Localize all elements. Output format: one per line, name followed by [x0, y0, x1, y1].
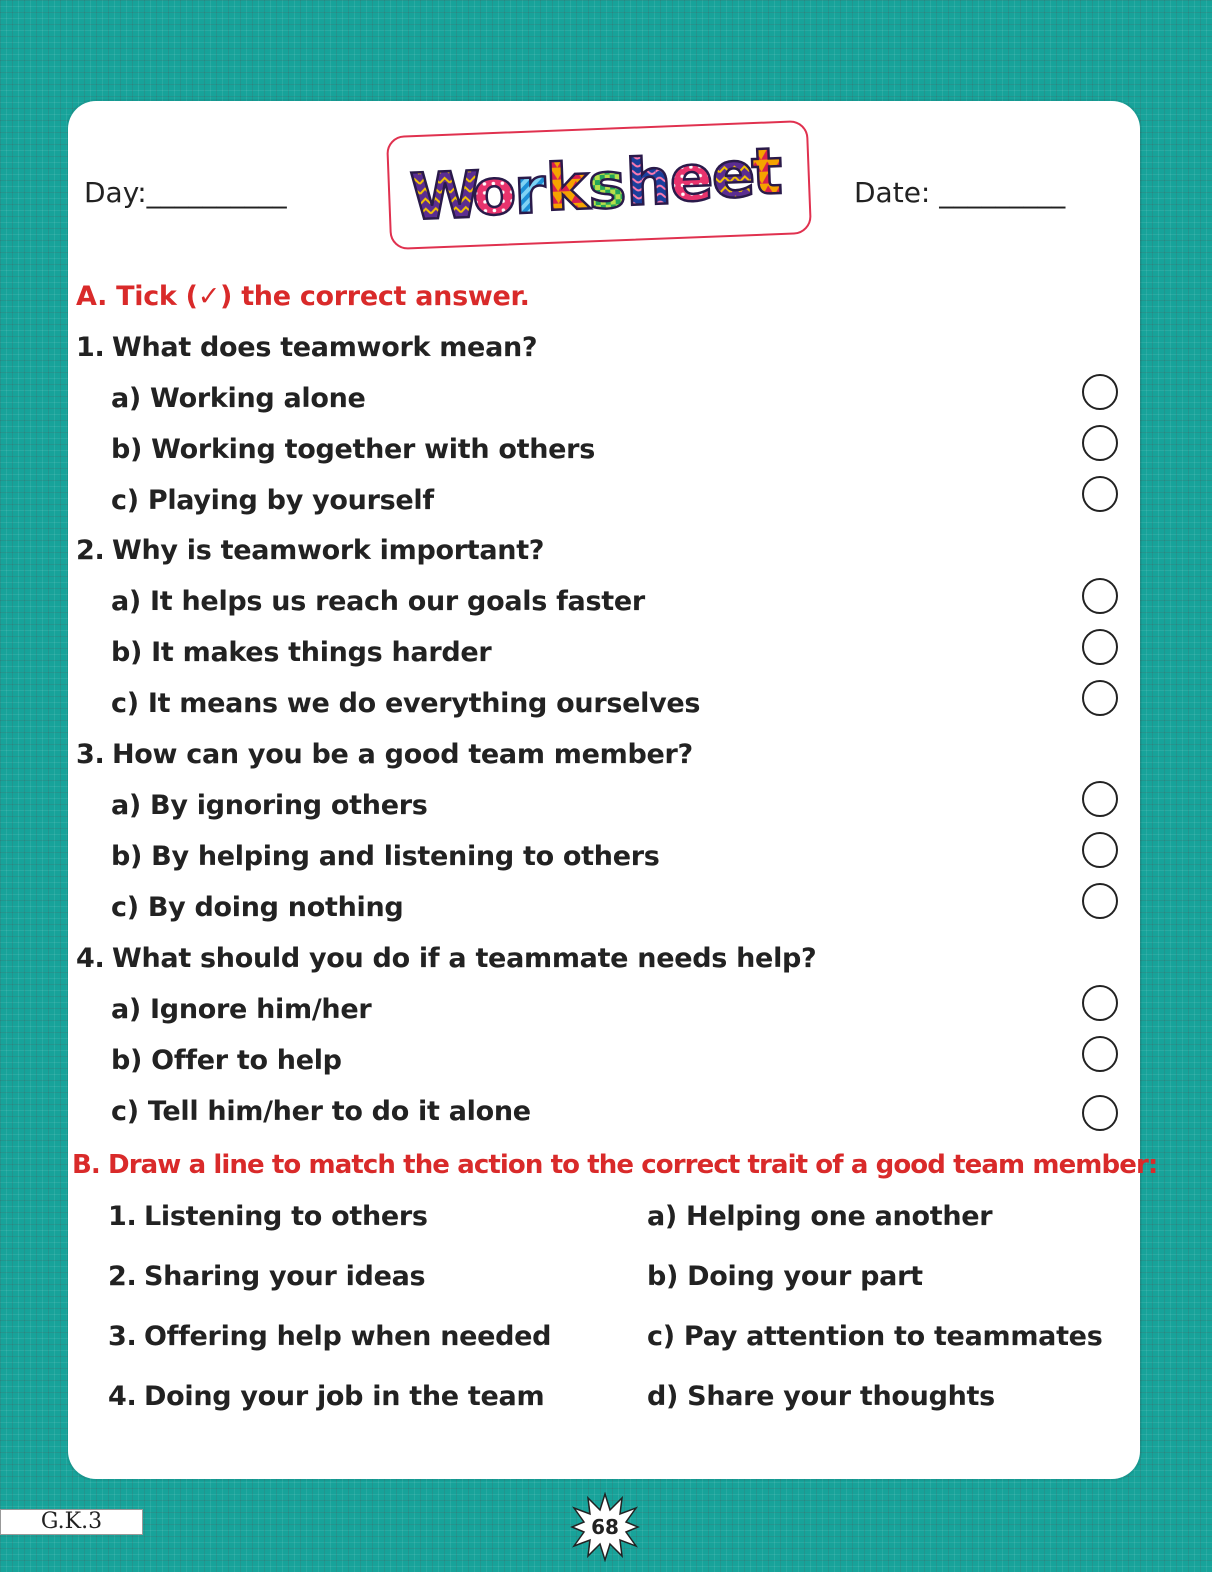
svg-text:o: o: [470, 155, 518, 231]
tick-circle-1c[interactable]: [1082, 476, 1118, 512]
option-1a: a) Working alone: [111, 383, 366, 414]
worksheet-logo: [388, 122, 810, 248]
tick-circle-3a[interactable]: [1082, 781, 1118, 817]
tick-circle-1a[interactable]: [1082, 374, 1118, 410]
option-4b: b) Offer to help: [111, 1045, 342, 1076]
book-label: G.K.3: [0, 1509, 143, 1535]
tick-circle-3b[interactable]: [1082, 832, 1118, 868]
svg-text:W: W: [408, 158, 483, 236]
tick-circle-3c[interactable]: [1082, 883, 1118, 919]
page-number-badge: [570, 1492, 640, 1562]
section-a-heading: A. Tick (✓) the correct answer.: [76, 281, 530, 312]
svg-text:s: s: [586, 148, 628, 225]
question-2: 2. Why is teamwork important?: [76, 535, 545, 566]
match-left-4: 4. Doing your job in the team: [108, 1381, 545, 1412]
match-right-c: c) Pay attention to teammates: [647, 1321, 1103, 1352]
tick-circle-4c[interactable]: [1082, 1095, 1118, 1131]
match-right-d: d) Share your thoughts: [647, 1381, 995, 1412]
svg-text:e: e: [710, 138, 757, 214]
match-left-1: 1. Listening to others: [108, 1201, 428, 1232]
match-left-3: 3. Offering help when needed: [108, 1321, 552, 1352]
section-b-heading: B. Draw a line to match the action to the correct trait of a good team member:: [72, 1150, 1158, 1180]
tick-circle-2c[interactable]: [1082, 680, 1118, 716]
match-left-2: 2. Sharing your ideas: [108, 1261, 426, 1292]
tick-circle-4b[interactable]: [1082, 1036, 1118, 1072]
day-label: Day:__________: [84, 176, 287, 209]
option-4c: c) Tell him/her to do it alone: [111, 1096, 531, 1127]
tick-circle-4a[interactable]: [1082, 985, 1118, 1021]
svg-text:r: r: [512, 154, 548, 230]
svg-text:t: t: [750, 134, 784, 211]
svg-text:h: h: [624, 145, 673, 221]
option-2c: c) It means we do everything ourselves: [111, 688, 701, 719]
date-label: Date: _________: [854, 176, 1066, 209]
worksheet-title-badge: [386, 120, 812, 250]
tick-circle-2a[interactable]: [1082, 578, 1118, 614]
option-2a: a) It helps us reach our goals faster: [111, 586, 645, 617]
question-1: 1. What does teamwork mean?: [76, 332, 538, 363]
question-4: 4. What should you do if a teammate needs help?: [76, 943, 817, 974]
match-right-b: b) Doing your part: [647, 1261, 923, 1292]
option-3c: c) By doing nothing: [111, 892, 404, 923]
option-4a: a) Ignore him/her: [111, 994, 372, 1025]
option-3a: a) By ignoring others: [111, 790, 428, 821]
svg-text:k: k: [544, 150, 591, 227]
question-3: 3. How can you be a good team member?: [76, 739, 693, 770]
tick-circle-1b[interactable]: [1082, 425, 1118, 461]
svg-text:e: e: [668, 141, 715, 218]
option-2b: b) It makes things harder: [111, 637, 492, 668]
option-1c: c) Playing by yourself: [111, 485, 434, 516]
option-1b: b) Working together with others: [111, 434, 595, 465]
match-right-a: a) Helping one another: [647, 1201, 993, 1232]
option-3b: b) By helping and listening to others: [111, 841, 660, 872]
tick-circle-2b[interactable]: [1082, 629, 1118, 665]
page-number: 68: [591, 1515, 619, 1539]
